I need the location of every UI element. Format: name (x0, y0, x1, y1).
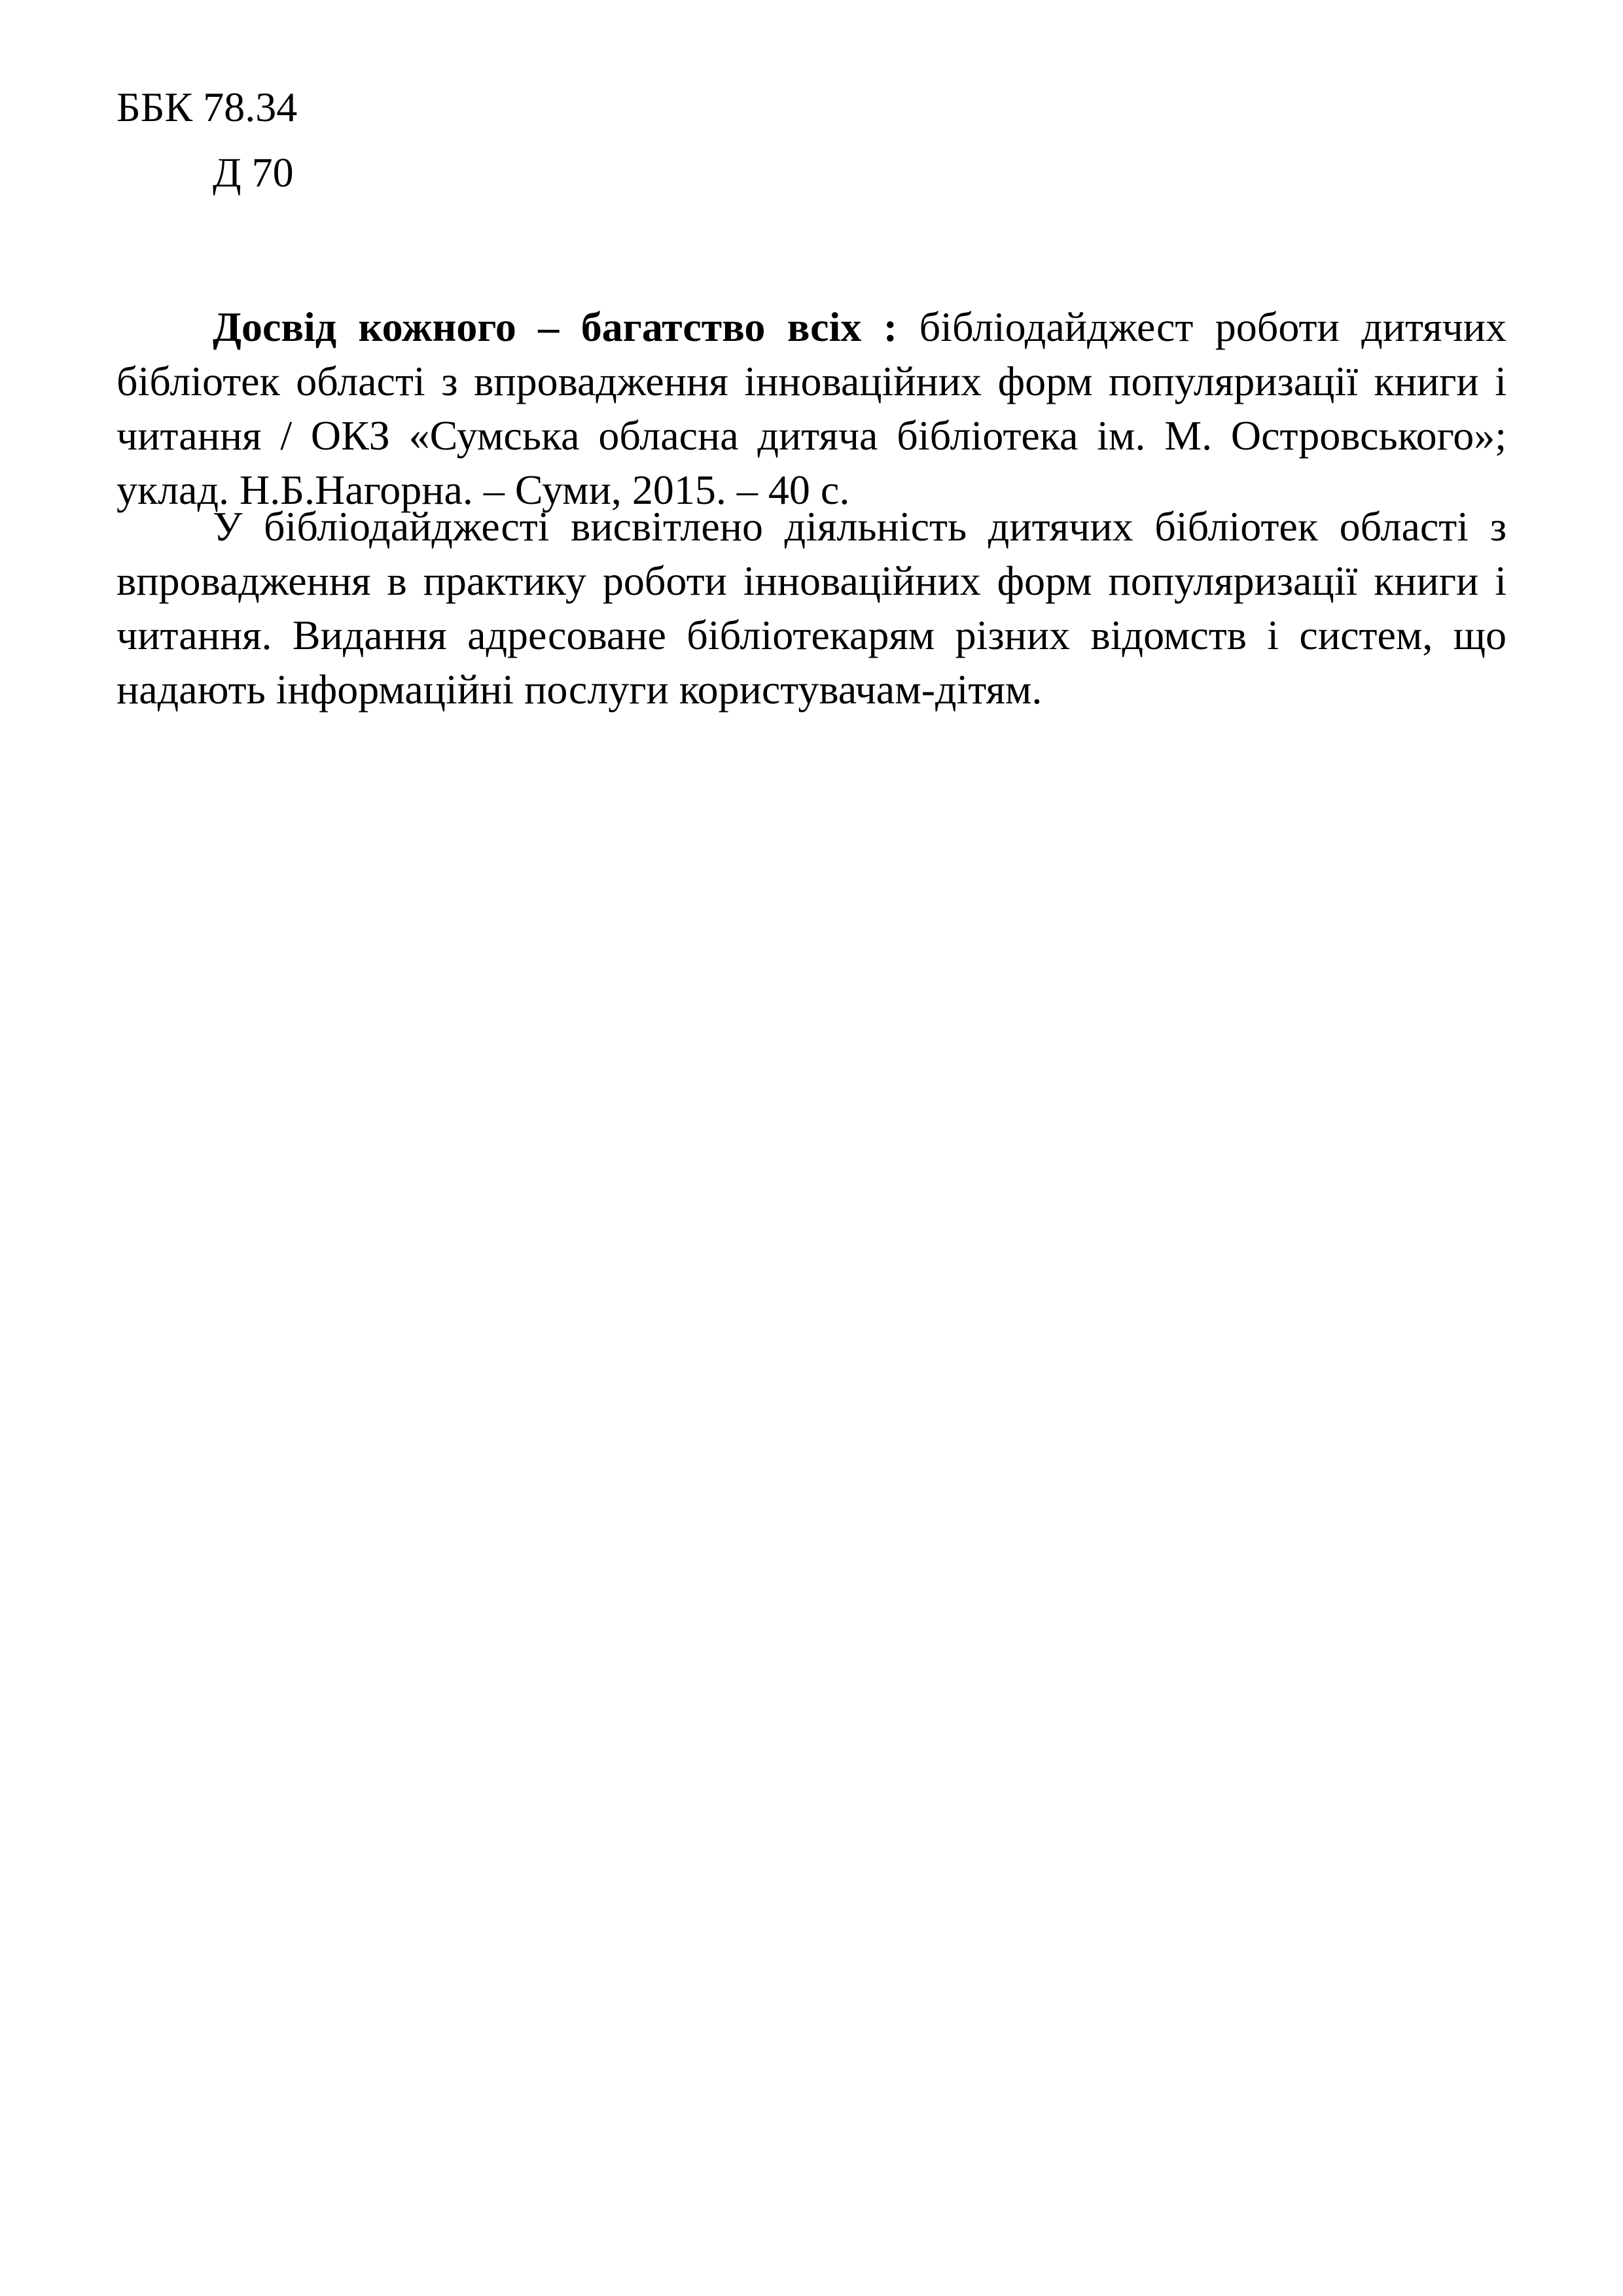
citation-title: Досвід кожного – багатство всіх : (213, 304, 898, 350)
bbk-classification: ББК 78.34 (116, 84, 298, 130)
citation-description: бібліодайджест роботи дитячих бібліотек області з впровадження інноваційних форм популяризації книги і читання / ОКЗ «Сумська обласна дитяча бібліотека ім. М. Островського»; уклад. Н.Б.Нагорна. – Суми, 2015. – 40 с. (116, 304, 1507, 513)
author-mark: Д 70 (213, 149, 294, 196)
annotation-paragraph: У бібліодайджесті висвітлено діяльність дитячих бібліотек області з впровадження в практику роботи інноваційних форм популяризації книги і читання. Видання адресоване бібліотекарям різних відомств і систем, що надають інформаційні послуги користувачам-дітям. (116, 503, 1507, 713)
bibliographic-citation (116, 300, 1507, 517)
